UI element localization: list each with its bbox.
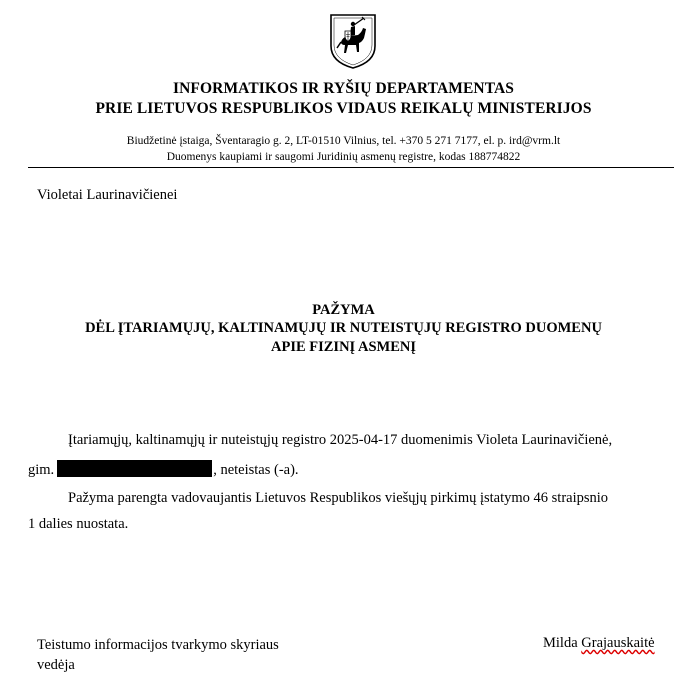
document-title: PAŽYMA bbox=[312, 302, 375, 318]
recipient: Violetai Laurinavičienei bbox=[37, 187, 178, 203]
header-divider bbox=[28, 167, 674, 168]
signatory-position-line2: vedėja bbox=[37, 657, 75, 673]
signatory-position bbox=[37, 635, 279, 675]
lithuanian-coat-of-arms-icon bbox=[328, 12, 378, 70]
org-address: Biudžetinė įstaiga, Šventaragio g. 2, LT-01510 Vilnius, tel. +370 5 271 7177, el. p. ird@vrm.lt bbox=[126, 135, 561, 147]
signatory-first-name: Milda bbox=[543, 635, 578, 651]
paragraph-1-line1: Įtariamųjų, kaltinamųjų ir nuteistųjų registro 2025-04-17 duomenimis Violeta Laurinavičienė, bbox=[68, 432, 613, 448]
paragraph-2-line1: Pažyma parengta vadovaujantis Lietuvos Respublikos viešųjų pirkimų įstatymo 46 straipsnio bbox=[68, 490, 609, 506]
document-subtitle-line1: DĖL ĮTARIAMŲJŲ, KALTINAMŲJŲ IR NUTEISTŲJŲ REGISTRO DUOMENŲ bbox=[85, 320, 602, 336]
paragraph-2-line2: 1 dalies nuostata. bbox=[28, 516, 129, 532]
org-registry: Duomenys kaupiami ir saugomi Juridinių asmenų registre, kodas 188774822 bbox=[166, 151, 521, 163]
paragraph-1-line2 bbox=[28, 460, 299, 479]
conviction-status: , neteistas (-a). bbox=[213, 462, 299, 478]
org-name-line1: INFORMATIKOS IR RYŠIŲ DEPARTAMENTAS bbox=[173, 80, 514, 97]
org-name-line2: PRIE LIETUVOS RESPUBLIKOS VIDAUS REIKALŲ MINISTERIJOS bbox=[95, 100, 592, 117]
birth-label: gim. bbox=[28, 462, 55, 478]
signatory-name bbox=[543, 635, 655, 652]
redaction-box bbox=[57, 460, 212, 477]
signatory-last-name: Grajauskaitė bbox=[581, 635, 655, 651]
signatory-position-line1: Teistumo informacijos tvarkymo skyriaus bbox=[37, 637, 279, 653]
document-subtitle-line2: APIE FIZINĮ ASMENĮ bbox=[270, 339, 417, 355]
